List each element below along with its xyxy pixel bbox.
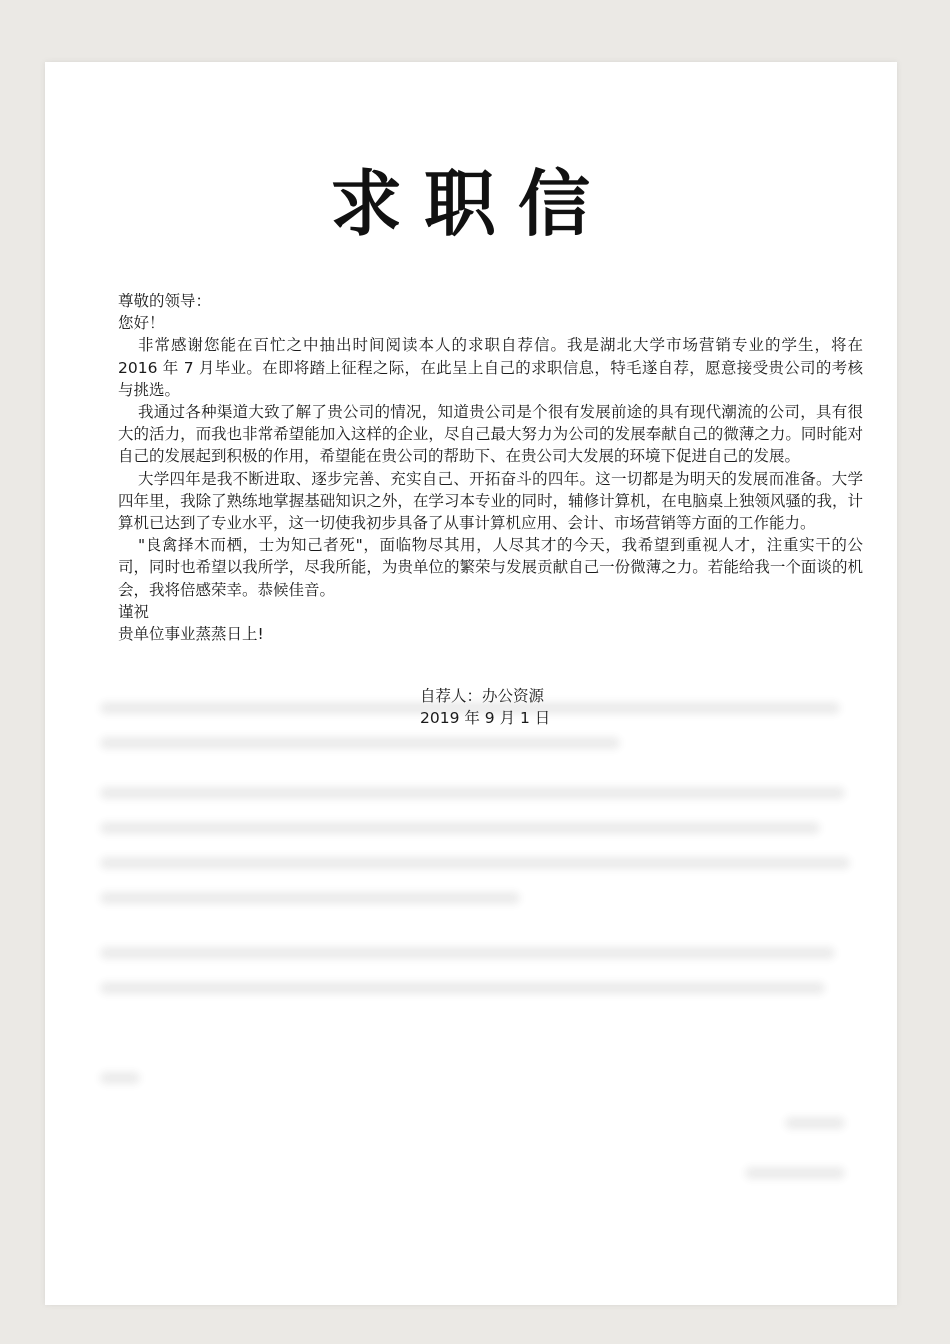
closing-blessing: 贵单位事业蒸蒸日上! xyxy=(118,625,264,644)
paragraph-1: 非常感谢您能在百忙之中抽出时间阅读本人的求职自荐信。我是湖北大学市场营销专业的学生，将在 2016 年 7 月毕业。在即将踏上征程之际，在此呈上自己的求职信息，特毛遂自荐，愿意接受贵公司的考核与挑选。 xyxy=(118,336,863,399)
paragraph-2: 我通过各种渠道大致了解了贵公司的情况，知道贵公司是个很有发展前途的具有现代潮流的公司，具有很大的活力，而我也非常希望能加入这样的企业，尽自己最大努力为公司的发展奉献自己的微薄之力。同时能对自己的发展起到积极的作用，希望能在贵公司的帮助下、在贵公司大发展的环境下促进自己的发展。 xyxy=(118,403,863,466)
paragraph-3: 大学四年是我不断进取、逐步完善、充实自己、开拓奋斗的四年。这一切都是为明天的发展而准备。大学四年里，我除了熟练地掌握基础知识之外，在学习本专业的同时，辅修计算机，在电脑桌上独领风骚的我，计算机已达到了专业水平，这一切使我初步具备了从事计算机应用、会计、市场营销等方面的工作能力。 xyxy=(118,469,863,533)
greeting: 您好！ xyxy=(118,314,165,333)
signer: 自荐人：办公资源 xyxy=(420,687,545,705)
signature-block xyxy=(420,685,550,729)
sign-date: 2019 年 9 月 1 日 xyxy=(420,709,551,728)
show-through-background xyxy=(45,62,897,1305)
letter-page xyxy=(45,62,897,1305)
page-title: 求职信 xyxy=(329,162,612,246)
closing-wish: 谨祝 xyxy=(118,602,150,621)
salutation: 尊敬的领导： xyxy=(118,292,212,310)
letter-body xyxy=(118,290,863,645)
paragraph-4: "良禽择木而栖，士为知己者死"，面临物尽其用，人尽其才的今天，我希望到重视人才，注重实干的公司，同时也希望以我所学，尽我所能，为贵单位的繁荣与发展贡献自己一份微薄之力。若能给我一个面谈的机会，我将倍感荣幸。恭候佳音。 xyxy=(118,536,863,599)
